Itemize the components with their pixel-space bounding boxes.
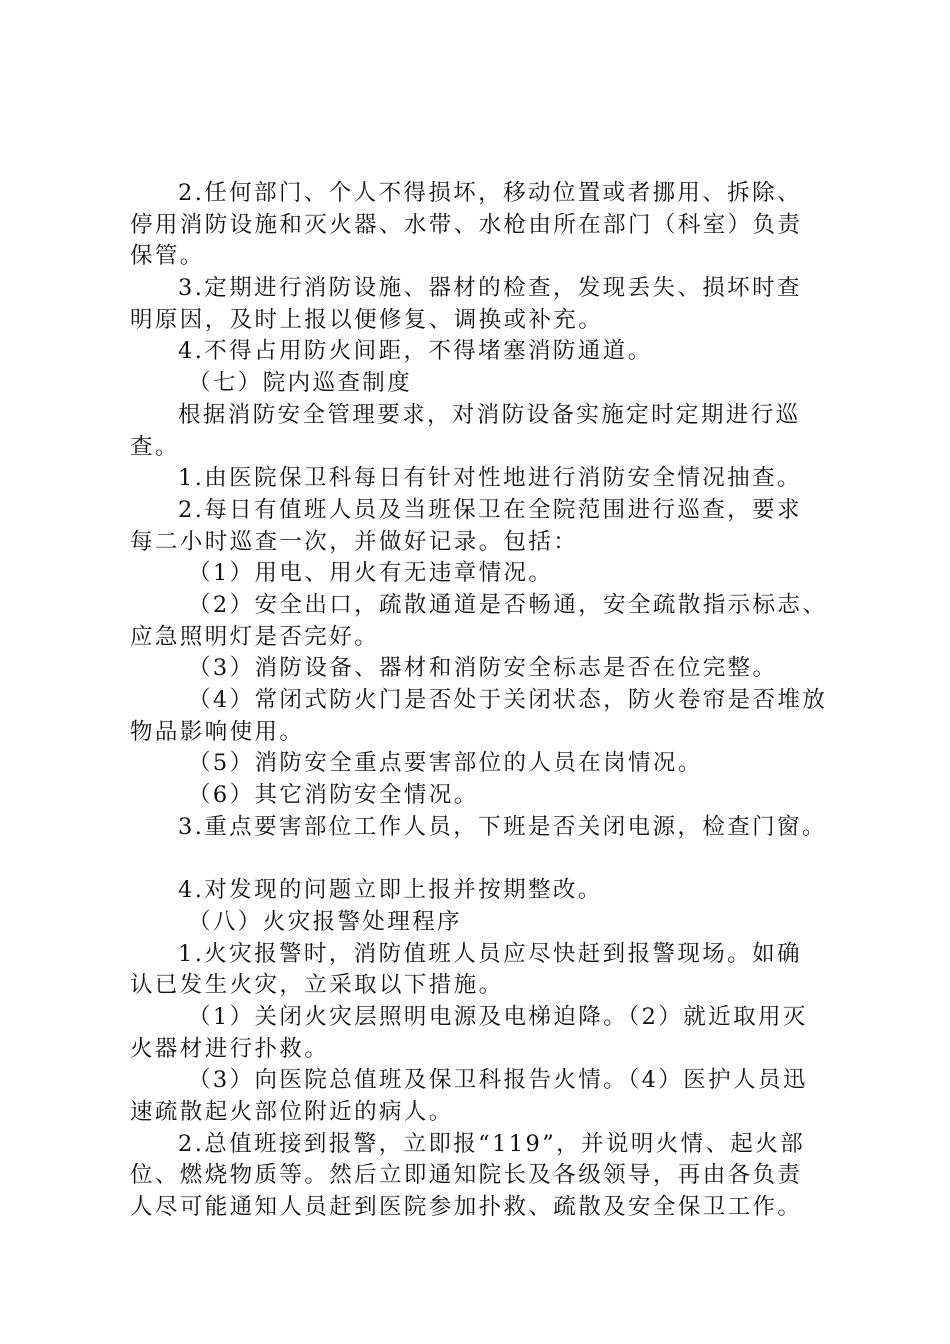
list-item: （3）消防设备、器材和消防安全标志是否在位完整。	[188, 655, 778, 682]
paragraph-line: 4.不得占用防火间距，不得堵塞消防通道。	[178, 338, 653, 365]
list-item: （3）向医院总值班及保卫科报告火情。（4）医护人员迅	[188, 1067, 808, 1094]
paragraph-line: 3.定期进行消防设施、器材的检查，发现丢失、损坏时查	[178, 275, 802, 302]
paragraph-line: 1.火灾报警时，消防值班人员应尽快赶到报警现场。如确	[178, 940, 802, 967]
document-body	[130, 178, 838, 1224]
list-item: （4）常闭式防火门是否处于关闭状态，防火卷帘是否堆放	[188, 687, 828, 713]
paragraph-line: 停用消防设施和灭火器、水带、水枪由所在部门（科室）负责	[130, 211, 803, 238]
paragraph-line: 人尽可能通知人员赶到医院参加扑救、疏散及安全保卫工作。	[130, 1194, 803, 1220]
list-item: （5）消防安全重点要害部位的人员在岗情况。	[188, 750, 703, 777]
paragraph-line: 明原因，及时上报以便修复、调换或补充。	[130, 306, 604, 333]
paragraph-line: 认已发生火灾，立采取以下措施。	[130, 972, 504, 999]
paragraph-line: 位、燃烧物质等。然后立即通知院长及各级领导，再由各负责	[130, 1162, 803, 1189]
blank-line	[130, 843, 838, 875]
paragraph-line: 根据消防安全管理要求，对消防设备实施定时定期进行巡	[178, 401, 801, 428]
paragraph-line: 查。	[130, 433, 180, 460]
paragraph-line: 4.对发现的问题立即上报并按期整改。	[178, 877, 603, 904]
paragraph-line: 2.总值班接到报警，立即报“119”，并说明火情、起火部	[178, 1130, 806, 1157]
paragraph-line: 火器材进行扑救。	[130, 1035, 330, 1062]
list-item: （6）其它消防安全情况。	[188, 782, 479, 809]
paragraph-line: 2.任何部门、个人不得损坏，移动位置或者挪用、拆除、	[178, 180, 802, 206]
paragraph-line: 2.每日有值班人员及当班保卫在全院范围进行巡查，要求	[178, 496, 802, 523]
paragraph-line: 应急照明灯是否完好。	[130, 623, 380, 650]
list-item: （1）关闭火灾层照明电源及电梯迫降。（2）就近取用灭	[188, 1003, 808, 1030]
list-item: （1）用电、用火有无违章情况。	[188, 560, 554, 587]
paragraph-line: 保管。	[130, 243, 205, 270]
list-item: （2）安全出口，疏散通道是否畅通，安全疏散指示标志、	[188, 591, 828, 618]
paragraph-line: 物品影响使用。	[130, 718, 305, 745]
paragraph-line: 每二小时巡查一次，并做好记录。包括：	[130, 528, 579, 555]
section-heading: （七）院内巡查制度	[188, 370, 413, 397]
paragraph-line: 1.由医院保卫科每日有针对性地进行消防安全情况抽查。	[178, 465, 802, 492]
paragraph-line: 3.重点要害部位工作人员，下班是否关闭电源，检查门窗。	[178, 813, 827, 840]
section-heading: （八）火灾报警处理程序	[188, 908, 462, 935]
paragraph-line: 速疏散起火部位附近的病人。	[130, 1098, 454, 1125]
